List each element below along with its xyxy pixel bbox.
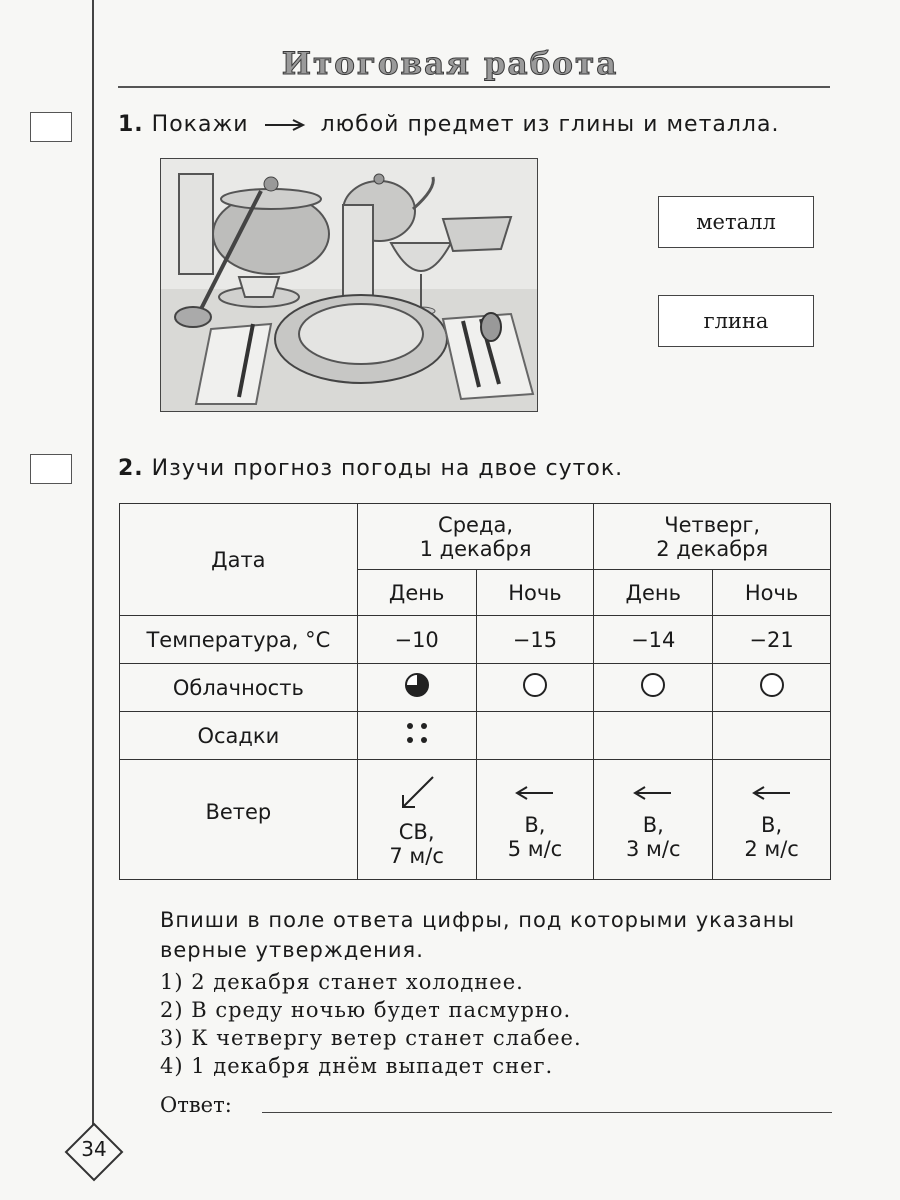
precip-cell (713, 712, 831, 760)
period-cell: Ночь (476, 570, 594, 616)
answer-field[interactable] (262, 1112, 832, 1113)
label-clay[interactable]: глина (658, 295, 814, 347)
snow-icon (403, 719, 431, 747)
task1-number: 1. (118, 112, 144, 137)
page-title: Итоговая работа (281, 46, 619, 82)
task1-prompt (118, 112, 779, 137)
option-item: 2) В среду ночью будет пасмурно. (160, 998, 572, 1022)
arrow-left-icon (631, 778, 675, 808)
cloud-cell (594, 664, 713, 712)
period-cell: Ночь (713, 570, 831, 616)
wind-direction: В, (761, 813, 783, 837)
wind-speed: 7 м/с (389, 844, 444, 868)
clear-icon (639, 671, 667, 699)
arrow-right-icon (263, 118, 307, 132)
temperature-cell: −21 (713, 616, 831, 664)
task2-text: Изучи прогноз погоды на двое суток. (151, 456, 624, 481)
wine-glass[interactable] (391, 243, 451, 271)
wind-label: Ветер (120, 760, 358, 880)
day2-date: 2 декабря (656, 536, 769, 561)
wind-direction: СВ, (398, 820, 435, 844)
task2-number: 2. (118, 456, 144, 481)
wind-speed: 2 м/с (744, 837, 799, 861)
precip-cell (594, 712, 713, 760)
arrow-left-icon (750, 778, 794, 808)
date-header: Дата (120, 504, 358, 616)
score-box-1[interactable] (30, 112, 72, 142)
day1-name: Среда, (438, 512, 514, 537)
day1-date: 1 декабря (419, 536, 532, 561)
wind-cell (594, 760, 713, 880)
task2-instruction: Впиши в поле ответа цифры, под которыми указаны верные утверждения. (160, 908, 796, 962)
cloud-cell (713, 664, 831, 712)
task2-prompt (118, 456, 623, 481)
precip-label: Осадки (120, 712, 358, 760)
temperature-cell: −14 (594, 616, 713, 664)
precip-cell (357, 712, 476, 760)
arrow-down-left-icon (395, 771, 439, 815)
temperature-cell: −10 (357, 616, 476, 664)
wind-cell (713, 760, 831, 880)
task1-text-before: Покажи (151, 112, 249, 137)
wind-speed: 3 м/с (626, 837, 681, 861)
option-item: 1) 2 декабря станет холоднее. (160, 970, 524, 994)
margin-line (92, 0, 94, 1130)
glass-center[interactable] (343, 205, 373, 297)
temperature-label: Температура, °C (120, 616, 358, 664)
weather-table (119, 503, 831, 880)
partly-cloudy-icon (403, 671, 431, 699)
day2-header (594, 504, 831, 570)
answer-label: Ответ: (160, 1093, 232, 1117)
cloud-cell (476, 664, 594, 712)
wind-cell (357, 760, 476, 880)
temperature-cell: −15 (476, 616, 594, 664)
task1-text-after: любой предмет из глины и металла. (320, 112, 780, 137)
clear-icon (758, 671, 786, 699)
cloud-label: Облачность (120, 664, 358, 712)
cup[interactable] (239, 277, 279, 297)
title-underline (118, 86, 830, 88)
period-cell: День (357, 570, 476, 616)
period-cell: День (594, 570, 713, 616)
cloud-cell (357, 664, 476, 712)
wind-direction: В, (524, 813, 546, 837)
score-box-2[interactable] (30, 454, 72, 484)
day1-header (357, 504, 594, 570)
day2-name: Четверг, (664, 512, 761, 537)
option-item: 4) 1 декабря днём выпадет снег. (160, 1054, 554, 1078)
option-item: 3) К четвергу ветер станет слабее. (160, 1026, 582, 1050)
gravy-boat[interactable] (443, 217, 511, 251)
spoon[interactable] (481, 313, 501, 341)
tableware-illustration (160, 158, 538, 412)
arrow-left-icon (513, 778, 557, 808)
clear-icon (521, 671, 549, 699)
wind-speed: 5 м/с (507, 837, 563, 861)
page-number: 34 (81, 1137, 107, 1161)
glass-left[interactable] (179, 174, 213, 274)
options-list (160, 968, 582, 1080)
label-metal[interactable]: металл (658, 196, 814, 248)
precip-cell (476, 712, 594, 760)
wind-direction: В, (642, 813, 664, 837)
wind-cell (476, 760, 594, 880)
